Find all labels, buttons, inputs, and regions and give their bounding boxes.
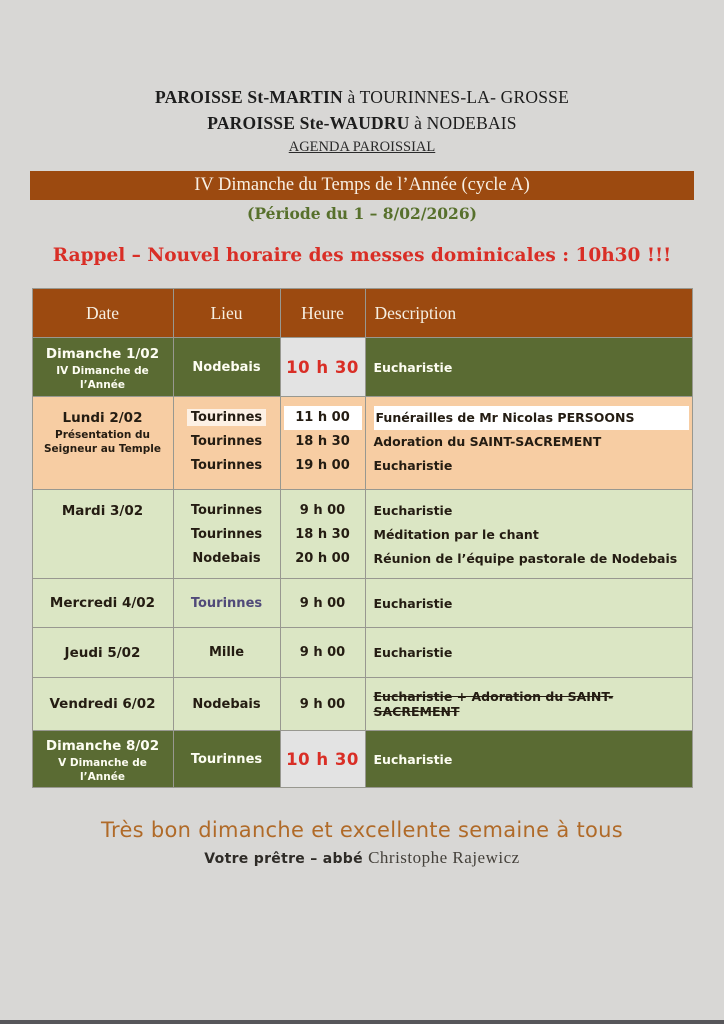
description-cell — [365, 490, 692, 579]
description-entry: Eucharistie — [373, 503, 453, 518]
heure-cell: 9 h 00 — [280, 628, 365, 678]
date-sublabel: V Dimanche de l’Année — [58, 757, 147, 783]
lieu-entry: Tourinnes — [190, 527, 263, 542]
table-header-row — [32, 289, 692, 338]
description-cell — [365, 397, 692, 490]
description-entry: Eucharistie — [373, 458, 453, 473]
date-cell — [32, 338, 173, 397]
parish-line-1 — [0, 84, 724, 110]
heure-cell: 9 h 00 — [280, 678, 365, 731]
agenda-table — [32, 288, 693, 788]
description-cell: Eucharistie — [365, 731, 692, 788]
parish-name-1: PAROISSE St-MARTIN — [154, 87, 343, 107]
heure-entry: 18 h 30 — [295, 527, 350, 542]
signature-line — [0, 848, 724, 868]
heure-entry: 9 h 00 — [299, 503, 346, 518]
document-header — [0, 0, 724, 158]
heure-cell-highlight: 10 h 30 — [280, 338, 365, 397]
heure-entry: 19 h 00 — [295, 458, 350, 473]
cancelled-description: Eucharistie + Adoration du SAINT-SACREMENT — [373, 689, 614, 719]
column-header-date: Date — [32, 289, 173, 338]
date-label: Mardi 3/02 — [61, 503, 144, 519]
agenda-subtitle: AGENDA PAROISSIAL — [288, 139, 436, 155]
date-cell — [32, 628, 173, 678]
parish-line-2 — [0, 110, 724, 136]
sunday-title-banner: IV Dimanche du Temps de l’Année (cycle A) — [30, 171, 694, 200]
lieu-cell — [173, 490, 280, 579]
description-cell-cancelled — [365, 678, 692, 731]
lieu-cell — [173, 397, 280, 490]
table-row-friday — [32, 678, 692, 731]
signature-name: Christophe Rajewicz — [368, 848, 520, 867]
heure-cell-highlight: 10 h 30 — [280, 731, 365, 788]
column-header-lieu: Lieu — [173, 289, 280, 338]
lieu-entry: Tourinnes — [190, 458, 263, 473]
date-cell — [32, 678, 173, 731]
heure-entry: 18 h 30 — [295, 434, 350, 449]
column-header-heure: Heure — [280, 289, 365, 338]
heure-entry-highlight: 11 h 00 — [284, 406, 362, 430]
date-label: Vendredi 6/02 — [49, 696, 156, 712]
table-row-wednesday — [32, 579, 692, 628]
table-row-thursday — [32, 628, 692, 678]
description-cell: Eucharistie — [365, 579, 692, 628]
date-cell — [32, 579, 173, 628]
date-label: Lundi 2/02 — [62, 410, 143, 426]
table-row-tuesday — [32, 490, 692, 579]
lieu-cell: Nodebais — [173, 678, 280, 731]
date-label: Dimanche 8/02 — [45, 738, 160, 754]
column-header-description: Description — [365, 289, 692, 338]
description-cell: Eucharistie — [365, 338, 692, 397]
lieu-cell — [173, 579, 280, 628]
date-cell — [32, 731, 173, 788]
period-label: (Période du 1 – 8/02/2026) — [247, 204, 477, 223]
description-entry: Adoration du SAINT-SACREMENT — [373, 434, 602, 449]
heure-cell: 9 h 00 — [280, 579, 365, 628]
lieu-cell: Tourinnes — [173, 731, 280, 788]
date-cell — [32, 397, 173, 490]
signature-prefix: Votre prêtre – abbé — [204, 851, 369, 867]
heure-entry: 20 h 00 — [295, 551, 350, 566]
heure-cell — [280, 397, 365, 490]
lieu-entry: Nodebais — [192, 551, 261, 566]
lieu-label-purple: Tourinnes — [190, 595, 263, 611]
parish-place-2: à NODEBAIS — [409, 113, 517, 133]
schedule-notice: Rappel – Nouvel horaire des messes dominicales : 10h30 !!! — [52, 245, 672, 266]
description-entry: Méditation par le chant — [373, 527, 539, 542]
lieu-highlight: Tourinnes — [187, 409, 266, 426]
date-label: Mercredi 4/02 — [49, 595, 156, 611]
closing-wish: Très bon dimanche et excellente semaine à tous — [100, 818, 624, 842]
heure-cell — [280, 490, 365, 579]
lieu-entry: Tourinnes — [190, 434, 263, 449]
page-bottom-edge — [0, 1020, 724, 1024]
date-sublabel: Présentation du Seigneur au Temple — [44, 429, 161, 455]
description-entry-highlight: Funérailles de Mr Nicolas PERSOONS — [374, 406, 689, 430]
table-row-sunday-8 — [32, 731, 692, 788]
parish-name-2: PAROISSE Ste-WAUDRU — [207, 113, 410, 133]
lieu-cell: Nodebais — [173, 338, 280, 397]
date-cell — [32, 490, 173, 579]
table-row-monday — [32, 397, 692, 490]
date-label: Jeudi 5/02 — [64, 644, 141, 661]
description-cell: Eucharistie — [365, 628, 692, 678]
lieu-cell: Mille — [173, 628, 280, 678]
description-entry: Réunion de l’équipe pastorale de Nodebais — [373, 551, 678, 566]
lieu-entry — [174, 406, 280, 430]
date-sublabel: IV Dimanche de l’Année — [56, 365, 149, 391]
date-label: Dimanche 1/02 — [45, 346, 160, 362]
parish-place-1: à TOURINNES-LA- GROSSE — [342, 87, 569, 107]
lieu-entry: Tourinnes — [190, 503, 263, 518]
table-row-sunday-1 — [32, 338, 692, 397]
